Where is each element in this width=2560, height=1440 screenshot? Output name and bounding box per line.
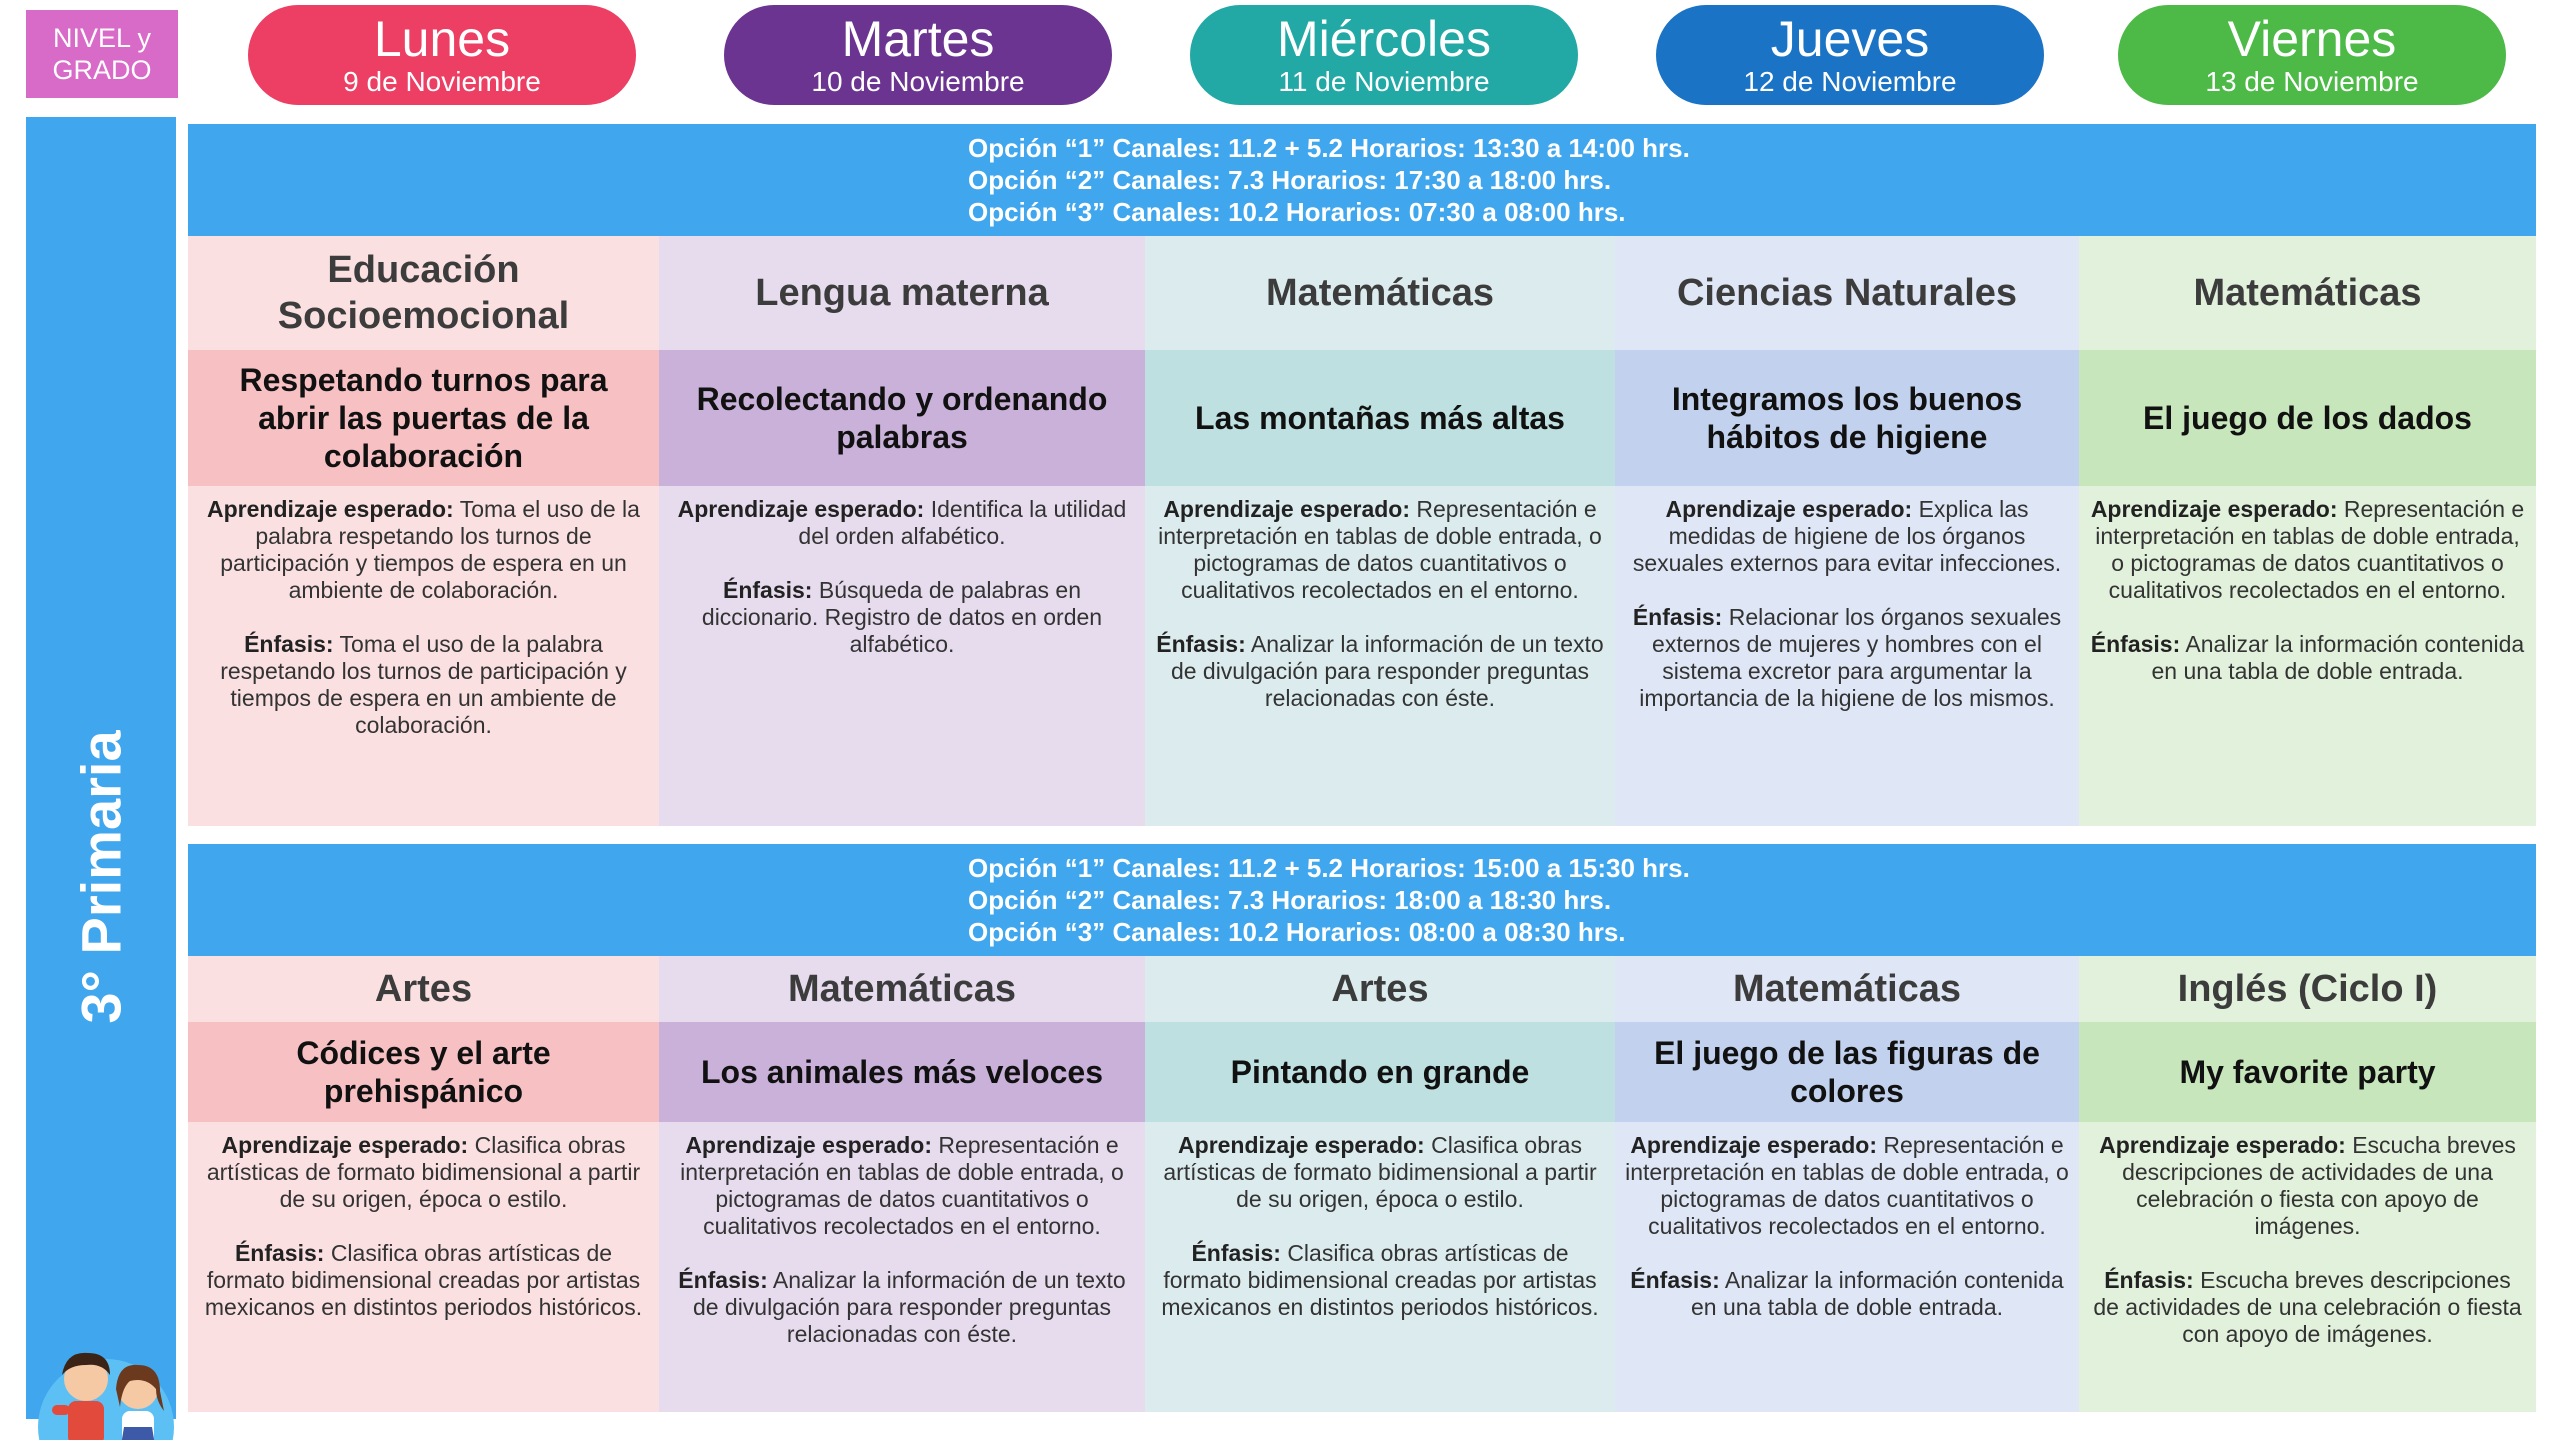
aprendizaje-text: Representación e interpretación en tablas de doble entrada, o pictogramas de datos cuantitativos o cualitativos recolectados en el entorno.: [2095, 496, 2525, 603]
subject-title: Matemáticas: [659, 956, 1145, 1022]
lesson-description: [659, 486, 1145, 826]
enfasis-label: Énfasis:: [1156, 631, 1246, 657]
subject-title: Matemáticas: [1615, 956, 2079, 1022]
aprendizaje-text: Toma el uso de la palabra respetando los turnos de participación y tiempos de espera en un ambiente de colaboración.: [220, 496, 640, 603]
day-name: Lunes: [373, 11, 511, 67]
aprendizaje-text: Escucha breves descripciones de actividades de una celebración o fiesta con apoyo de imágenes.: [2122, 1132, 2516, 1239]
lesson-column: [1145, 236, 1615, 826]
aprendizaje-label: Aprendizaje esperado:: [1665, 496, 1913, 522]
aprendizaje-text: Explica las medidas de higiene de los órganos sexuales externos para evitar infecciones.: [1632, 496, 2062, 576]
nivel-line: NIVEL y: [52, 23, 152, 53]
enfasis-text: Escucha breves descripciones de actividades de una celebración o fiesta con apoyo de imágenes.: [2093, 1267, 2522, 1347]
schedule-block-1: [188, 124, 2536, 826]
lesson-column: [659, 236, 1145, 826]
subject-title: Educación Socioemocional: [188, 236, 659, 350]
aprendizaje-label: Aprendizaje esperado:: [221, 1132, 469, 1158]
day-name: Jueves: [1770, 11, 1930, 67]
lesson-description: [188, 486, 659, 826]
day-date: 13 de Noviembre: [2205, 66, 2419, 97]
lesson-column: [1615, 956, 2079, 1412]
enfasis-text: Clasifica obras artísticas de formato bidimensional creadas por artistas mexicanos en distintos periodos históricos.: [204, 1240, 643, 1320]
aprendizaje-text: Representación e interpretación en tablas de doble entrada, o pictogramas de datos cuantitativos o cualitativos recolectados en el entorno.: [1158, 496, 1602, 603]
aprendizaje-label: Aprendizaje esperado:: [1163, 496, 1410, 522]
aprendizaje-label: Aprendizaje esperado:: [2090, 496, 2338, 522]
topic-title: El juego de las figuras de colores: [1615, 1022, 2079, 1122]
aprendizaje-label: Aprendizaje esperado:: [685, 1132, 932, 1158]
aprendizaje-text: Identifica la utilidad del orden alfabético.: [798, 496, 1127, 549]
grade-sidebar: [26, 117, 176, 1419]
enfasis-text: Analizar la información de un texto de divulgación para responder preguntas relacionadas con éste.: [1170, 631, 1604, 711]
lesson-column: [2079, 956, 2536, 1412]
option-line: Opción “3” Canales: 10.2 Horarios: 08:00 a 08:30 hrs.: [968, 917, 1626, 947]
aprendizaje-text: Representación e interpretación en tablas de doble entrada, o pictogramas de datos cuantitativos o cualitativos recolectados en el entorno.: [680, 1132, 1124, 1239]
topic-title: My favorite party: [2079, 1022, 2536, 1122]
schedule-banner: [188, 124, 2536, 236]
lesson-column: [188, 956, 659, 1412]
subject-title: Artes: [1145, 956, 1615, 1022]
lesson-column: [659, 956, 1145, 1412]
topic-title: Códices y el arte prehispánico: [188, 1022, 659, 1122]
lesson-column: [188, 236, 659, 826]
enfasis-text: Analizar la información de un texto de divulgación para responder preguntas relacionadas con éste.: [692, 1267, 1126, 1347]
enfasis-text: Clasifica obras artísticas de formato bidimensional creadas por artistas mexicanos en distintos periodos históricos.: [1161, 1240, 1599, 1320]
enfasis-label: Énfasis:: [1191, 1240, 1281, 1266]
enfasis-label: Énfasis:: [722, 577, 813, 603]
aprendizaje-label: Aprendizaje esperado:: [677, 496, 925, 522]
lesson-column: [1145, 956, 1615, 1412]
lesson-description: [1145, 1122, 1615, 1412]
lesson-description: [2079, 1122, 2536, 1412]
lesson-description: [2079, 486, 2536, 826]
enfasis-label: Énfasis:: [234, 1240, 325, 1266]
lesson-description: [188, 1122, 659, 1412]
aprendizaje-label: Aprendizaje esperado:: [1630, 1132, 1877, 1158]
children-illustration: [26, 1317, 186, 1440]
day-name: Viernes: [2227, 11, 2397, 67]
topic-title: Pintando en grande: [1145, 1022, 1615, 1122]
lesson-description: [1615, 1122, 2079, 1412]
day-header-monday: [248, 5, 636, 105]
subject-title: Matemáticas: [1145, 236, 1615, 350]
enfasis-text: Analizar la información contenida en una tabla de doble entrada.: [2151, 631, 2525, 684]
aprendizaje-text: Clasifica obras artísticas de formato bidimensional a partir de su origen, época o estilo.: [1163, 1132, 1597, 1212]
enfasis-text: Toma el uso de la palabra respetando los turnos de participación y tiempos de espera en un ambiente de colaboración.: [220, 631, 627, 738]
enfasis-text: Relacionar los órganos sexuales externos de mujeres y hombres con el sistema excretor para argumentar la importancia de la higiene de los mismos.: [1639, 604, 2062, 711]
schedule-block-2: [188, 844, 2536, 1414]
aprendizaje-text: Clasifica obras artísticas de formato bidimensional a partir de su origen, época o estilo.: [206, 1132, 641, 1212]
subject-title: Artes: [188, 956, 659, 1022]
enfasis-label: Énfasis:: [2090, 631, 2181, 657]
day-name: Miércoles: [1277, 11, 1491, 67]
enfasis-text: Analizar la información contenida en una tabla de doble entrada.: [1690, 1267, 2064, 1320]
option-line: Opción “1” Canales: 11.2 + 5.2 Horarios: 13:30 a 14:00 hrs.: [968, 133, 1690, 163]
subject-title: Inglés (Ciclo I): [2079, 956, 2536, 1022]
topic-title: Respetando turnos para abrir las puertas de la colaboración: [188, 350, 659, 486]
option-line: Opción “1” Canales: 11.2 + 5.2 Horarios: 15:00 a 15:30 hrs.: [968, 853, 1690, 883]
aprendizaje-text: Representación e interpretación en tablas de doble entrada, o pictogramas de datos cuantitativos o cualitativos recolectados en el entorno.: [1625, 1132, 2069, 1239]
day-header-wednesday: [1190, 5, 1578, 105]
topic-title: Las montañas más altas: [1145, 350, 1615, 486]
subject-title: Matemáticas: [2079, 236, 2536, 350]
enfasis-label: Énfasis:: [678, 1267, 768, 1293]
enfasis-label: Énfasis:: [1630, 1267, 1720, 1293]
aprendizaje-label: Aprendizaje esperado:: [207, 496, 454, 522]
topic-title: Los animales más veloces: [659, 1022, 1145, 1122]
day-header-friday: [2118, 5, 2506, 105]
lesson-description: [659, 1122, 1145, 1412]
aprendizaje-label: Aprendizaje esperado:: [1178, 1132, 1425, 1158]
grado-line: GRADO: [52, 55, 152, 85]
lesson-description: [1615, 486, 2079, 826]
topic-title: Recolectando y ordenando palabras: [659, 350, 1145, 486]
enfasis-text: Búsqueda de palabras en diccionario. Registro de datos en orden alfabético.: [701, 577, 1103, 657]
subject-title: Lengua materna: [659, 236, 1145, 350]
topic-title: Integramos los buenos hábitos de higiene: [1615, 350, 2079, 486]
schedule-banner: [188, 844, 2536, 956]
lesson-description: [1145, 486, 1615, 826]
option-line: Opción “2” Canales: 7.3 Horarios: 17:30 a 18:00 hrs.: [968, 165, 1612, 195]
option-line: Opción “3” Canales: 10.2 Horarios: 07:30 a 08:00 hrs.: [968, 197, 1626, 227]
day-date: 11 de Noviembre: [1278, 66, 1490, 97]
enfasis-label: Énfasis:: [2104, 1267, 2194, 1293]
day-header-tuesday: [724, 5, 1112, 105]
aprendizaje-label: Aprendizaje esperado:: [2099, 1132, 2346, 1158]
enfasis-label: Énfasis:: [244, 631, 334, 657]
enfasis-label: Énfasis:: [1632, 604, 1723, 630]
day-name: Martes: [841, 11, 995, 67]
day-date: 12 de Noviembre: [1743, 66, 1957, 97]
nivel-grado-label: [26, 10, 178, 98]
lesson-column: [2079, 236, 2536, 826]
topic-title: El juego de los dados: [2079, 350, 2536, 486]
option-line: Opción “2” Canales: 7.3 Horarios: 18:00 a 18:30 hrs.: [968, 885, 1612, 915]
day-header-thursday: [1656, 5, 2044, 105]
day-date: 10 de Noviembre: [811, 66, 1025, 97]
subject-title: Ciencias Naturales: [1615, 236, 2079, 350]
grade-label: 3° Primaria: [69, 730, 133, 1024]
lesson-column: [1615, 236, 2079, 826]
day-date: 9 de Noviembre: [343, 66, 541, 97]
